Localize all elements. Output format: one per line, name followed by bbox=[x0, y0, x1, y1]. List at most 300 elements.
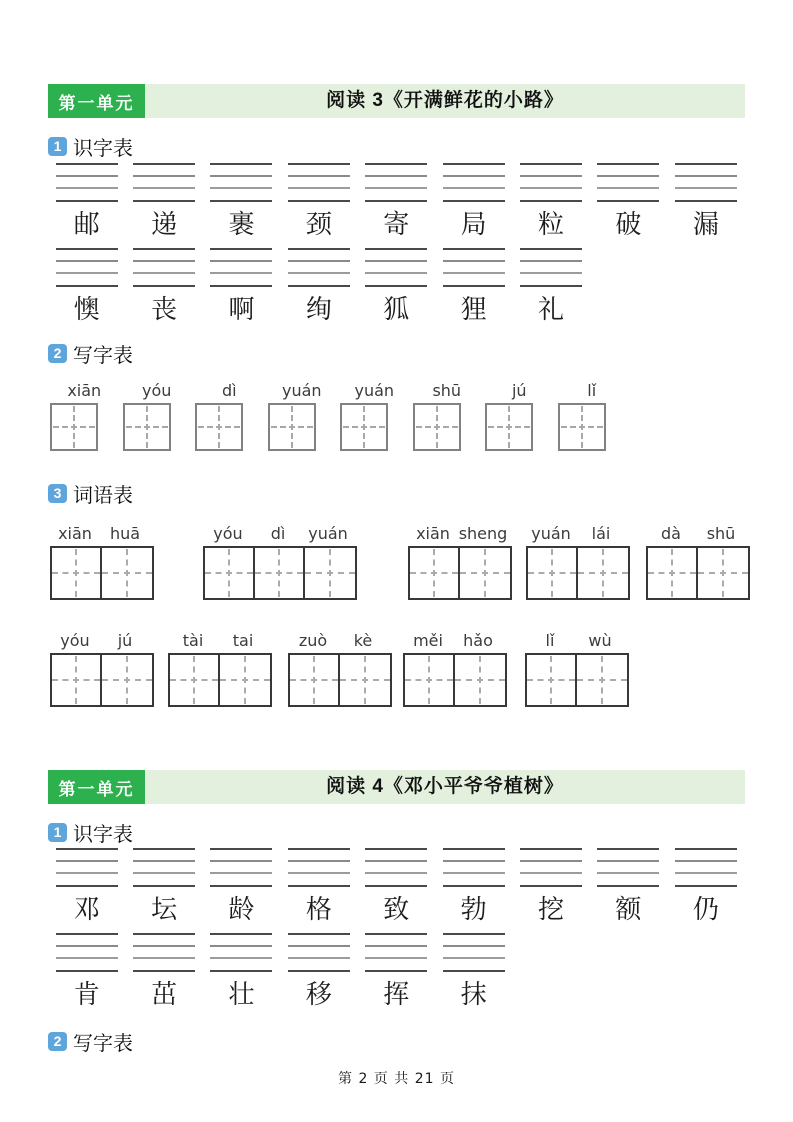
word-cells bbox=[526, 546, 630, 600]
recognition-char: 仍 bbox=[692, 895, 719, 925]
recognition-column bbox=[203, 163, 280, 244]
grid-line bbox=[133, 872, 195, 874]
recognition-column bbox=[48, 848, 125, 929]
lesson-title: 阅读 4《邓小平爷爷植树》 bbox=[326, 776, 564, 797]
grid-line bbox=[133, 260, 195, 262]
grid-line bbox=[288, 248, 350, 250]
grid-line bbox=[520, 872, 582, 874]
pinyin-four-line-grid bbox=[365, 248, 427, 287]
word-cells bbox=[50, 653, 154, 707]
word-cell bbox=[170, 655, 220, 705]
writing-column bbox=[266, 381, 339, 451]
word-cells bbox=[408, 546, 512, 600]
pinyin-label: yóu bbox=[213, 524, 243, 543]
recognition-char: 挖 bbox=[538, 895, 565, 925]
grid-line bbox=[597, 200, 659, 202]
pinyin-label: dì bbox=[270, 524, 286, 543]
grid-line bbox=[443, 260, 505, 262]
recognition-column bbox=[48, 248, 125, 329]
grid-line bbox=[56, 260, 118, 262]
word-cell bbox=[205, 548, 255, 598]
grid-line bbox=[365, 957, 427, 959]
grid-line bbox=[56, 163, 118, 165]
grid-line bbox=[133, 285, 195, 287]
pinyin-four-line-grid bbox=[520, 848, 582, 887]
grid-line bbox=[365, 860, 427, 862]
writing-column bbox=[338, 381, 411, 451]
grid-line bbox=[210, 200, 272, 202]
word-cell bbox=[410, 548, 460, 598]
word-cell bbox=[527, 655, 577, 705]
pinyin-label: lái bbox=[591, 524, 611, 543]
recognition-char: 勃 bbox=[460, 895, 487, 925]
pinyin-four-line-grid bbox=[133, 933, 195, 972]
grid-line bbox=[133, 248, 195, 250]
pinyin-four-line-grid bbox=[56, 933, 118, 972]
word-table-heading bbox=[48, 479, 745, 507]
grid-line bbox=[675, 848, 737, 850]
grid-line bbox=[210, 957, 272, 959]
pinyin-four-line-grid bbox=[210, 933, 272, 972]
grid-line bbox=[288, 175, 350, 177]
grid-line bbox=[56, 248, 118, 250]
recognition-column bbox=[512, 848, 589, 929]
grid-line bbox=[443, 957, 505, 959]
word-cell bbox=[405, 655, 455, 705]
grid-line bbox=[365, 163, 427, 165]
pinyin-four-line-grid bbox=[443, 248, 505, 287]
section-number-badge: 2 bbox=[48, 1032, 67, 1051]
grid-line bbox=[597, 872, 659, 874]
grid-line bbox=[210, 848, 272, 850]
word-cells bbox=[288, 653, 392, 707]
recognition-char: 移 bbox=[305, 980, 332, 1010]
grid-line bbox=[56, 175, 118, 177]
recognition-column bbox=[125, 933, 202, 1014]
recognition-column bbox=[203, 248, 280, 329]
word-pinyin-row bbox=[525, 631, 629, 653]
recognition-column bbox=[125, 848, 202, 929]
pinyin-label: kè bbox=[353, 631, 373, 650]
recognition-row bbox=[48, 248, 745, 329]
pinyin-label: tài bbox=[182, 631, 204, 650]
word-cell bbox=[255, 548, 305, 598]
grid-line bbox=[597, 848, 659, 850]
grid-line bbox=[210, 945, 272, 947]
word-cell bbox=[220, 655, 270, 705]
writing-column bbox=[193, 381, 266, 451]
grid-line bbox=[133, 885, 195, 887]
grid-line bbox=[133, 163, 195, 165]
grid-line bbox=[443, 285, 505, 287]
grid-line bbox=[133, 933, 195, 935]
grid-line bbox=[288, 848, 350, 850]
word-groups-row bbox=[48, 631, 745, 709]
grid-line bbox=[597, 175, 659, 177]
pinyin-four-line-grid bbox=[365, 163, 427, 202]
word-group bbox=[168, 631, 272, 707]
writing-table-heading bbox=[48, 339, 745, 367]
word-cell bbox=[528, 548, 578, 598]
grid-line bbox=[443, 848, 505, 850]
grid-line bbox=[288, 933, 350, 935]
recognition-column bbox=[125, 163, 202, 244]
pinyin-label: tai bbox=[232, 631, 254, 650]
grid-line bbox=[443, 187, 505, 189]
word-cell bbox=[578, 548, 628, 598]
recognition-column bbox=[435, 248, 512, 329]
pinyin-four-line-grid bbox=[133, 163, 195, 202]
recognition-rows bbox=[48, 163, 745, 329]
grid-line bbox=[288, 970, 350, 972]
word-group bbox=[50, 631, 154, 707]
grid-line bbox=[520, 848, 582, 850]
pinyin-label: xiān bbox=[67, 381, 102, 400]
grid-line bbox=[520, 885, 582, 887]
word-cell bbox=[305, 548, 355, 598]
grid-line bbox=[133, 175, 195, 177]
pinyin-four-line-grid bbox=[597, 848, 659, 887]
grid-line bbox=[443, 175, 505, 177]
worksheet-content bbox=[48, 84, 745, 1055]
grid-line bbox=[288, 957, 350, 959]
grid-line bbox=[56, 970, 118, 972]
pinyin-four-line-grid bbox=[365, 933, 427, 972]
pinyin-label: zuò bbox=[298, 631, 328, 650]
word-group bbox=[526, 524, 630, 600]
grid-line bbox=[365, 187, 427, 189]
grid-line bbox=[288, 200, 350, 202]
grid-line bbox=[365, 272, 427, 274]
grid-line bbox=[443, 248, 505, 250]
lesson-title: 阅读 3《开满鲜花的小路》 bbox=[326, 90, 564, 111]
grid-line bbox=[288, 285, 350, 287]
pinyin-four-line-grid bbox=[210, 848, 272, 887]
grid-line bbox=[210, 163, 272, 165]
recognition-char: 裹 bbox=[228, 210, 255, 240]
recognition-char: 茁 bbox=[151, 980, 178, 1010]
section-label: 写字表 bbox=[73, 1030, 133, 1055]
pinyin-four-line-grid bbox=[365, 848, 427, 887]
grid-line bbox=[210, 872, 272, 874]
word-pinyin-row bbox=[646, 524, 750, 546]
word-group bbox=[646, 524, 750, 600]
pinyin-label: jú bbox=[117, 631, 133, 650]
grid-line bbox=[443, 970, 505, 972]
recognition-char: 邮 bbox=[73, 210, 100, 240]
pinyin-four-line-grid bbox=[675, 848, 737, 887]
grid-line bbox=[443, 272, 505, 274]
pinyin-four-line-grid bbox=[675, 163, 737, 202]
pinyin-four-line-grid bbox=[288, 933, 350, 972]
recognition-column bbox=[203, 933, 280, 1014]
recognition-char: 递 bbox=[151, 210, 178, 240]
unit-header-bar bbox=[48, 770, 745, 804]
grid-line bbox=[675, 187, 737, 189]
grid-line bbox=[365, 933, 427, 935]
pinyin-four-line-grid bbox=[443, 848, 505, 887]
pinyin-four-line-grid bbox=[210, 248, 272, 287]
grid-line bbox=[133, 860, 195, 862]
grid-line bbox=[56, 885, 118, 887]
grid-line bbox=[365, 885, 427, 887]
grid-line bbox=[133, 957, 195, 959]
recognition-column bbox=[48, 933, 125, 1014]
recognition-column bbox=[358, 848, 435, 929]
recognition-char: 漏 bbox=[692, 210, 719, 240]
recognition-table-heading bbox=[48, 818, 745, 846]
pinyin-label: yóu bbox=[142, 381, 172, 400]
pinyin-label: jú bbox=[511, 381, 527, 400]
grid-line bbox=[443, 200, 505, 202]
pinyin-four-line-grid bbox=[288, 163, 350, 202]
tianzige-box bbox=[50, 403, 98, 451]
recognition-column bbox=[280, 248, 357, 329]
recognition-char: 绚 bbox=[305, 295, 332, 325]
grid-line bbox=[675, 163, 737, 165]
tianzige-box bbox=[340, 403, 388, 451]
pinyin-label: měi bbox=[413, 631, 443, 650]
recognition-char: 龄 bbox=[228, 895, 255, 925]
writing-column bbox=[556, 381, 629, 451]
recognition-char: 礼 bbox=[538, 295, 565, 325]
word-group bbox=[288, 631, 392, 707]
recognition-char: 狐 bbox=[383, 295, 410, 325]
grid-line bbox=[597, 163, 659, 165]
writing-column bbox=[483, 381, 556, 451]
recognition-char: 坛 bbox=[151, 895, 178, 925]
grid-line bbox=[133, 848, 195, 850]
recognition-column bbox=[358, 933, 435, 1014]
grid-line bbox=[56, 200, 118, 202]
recognition-char: 挥 bbox=[383, 980, 410, 1010]
grid-line bbox=[597, 187, 659, 189]
pinyin-four-line-grid bbox=[133, 848, 195, 887]
recognition-char: 格 bbox=[305, 895, 332, 925]
writing-column bbox=[411, 381, 484, 451]
pinyin-label: huā bbox=[109, 524, 141, 543]
grid-line bbox=[133, 970, 195, 972]
grid-line bbox=[520, 272, 582, 274]
recognition-char: 抹 bbox=[460, 980, 487, 1010]
word-cells bbox=[203, 546, 357, 600]
grid-line bbox=[288, 872, 350, 874]
grid-line bbox=[133, 272, 195, 274]
grid-line bbox=[210, 187, 272, 189]
word-cells bbox=[403, 653, 507, 707]
pinyin-four-line-grid bbox=[288, 248, 350, 287]
grid-line bbox=[520, 163, 582, 165]
word-pinyin-row bbox=[50, 524, 154, 546]
grid-line bbox=[365, 260, 427, 262]
grid-line bbox=[520, 187, 582, 189]
pinyin-label: sheng bbox=[458, 524, 508, 543]
recognition-row bbox=[48, 163, 745, 244]
grid-line bbox=[365, 970, 427, 972]
grid-line bbox=[520, 860, 582, 862]
grid-line bbox=[210, 175, 272, 177]
section-label: 识字表 bbox=[73, 821, 133, 846]
recognition-column bbox=[358, 248, 435, 329]
grid-line bbox=[597, 885, 659, 887]
recognition-column bbox=[667, 848, 744, 929]
grid-line bbox=[443, 885, 505, 887]
section-label: 词语表 bbox=[73, 482, 133, 507]
recognition-char: 颈 bbox=[305, 210, 332, 240]
pinyin-four-line-grid bbox=[443, 933, 505, 972]
grid-line bbox=[210, 248, 272, 250]
grid-line bbox=[56, 187, 118, 189]
recognition-char: 壮 bbox=[228, 980, 255, 1010]
pinyin-label: lǐ bbox=[587, 381, 597, 400]
recognition-char: 局 bbox=[460, 210, 487, 240]
grid-line bbox=[675, 200, 737, 202]
grid-line bbox=[365, 285, 427, 287]
recognition-char: 致 bbox=[383, 895, 410, 925]
grid-line bbox=[56, 872, 118, 874]
grid-line bbox=[443, 933, 505, 935]
word-pinyin-row bbox=[526, 524, 630, 546]
grid-line bbox=[56, 957, 118, 959]
word-cell bbox=[102, 655, 152, 705]
pinyin-four-line-grid bbox=[520, 248, 582, 287]
pinyin-label: lǐ bbox=[545, 631, 555, 650]
grid-line bbox=[288, 260, 350, 262]
recognition-column bbox=[512, 163, 589, 244]
grid-line bbox=[288, 860, 350, 862]
grid-line bbox=[675, 860, 737, 862]
grid-line bbox=[210, 970, 272, 972]
grid-line bbox=[288, 187, 350, 189]
recognition-char: 额 bbox=[615, 895, 642, 925]
writing-boxes-row bbox=[48, 381, 745, 451]
writing-column bbox=[121, 381, 194, 451]
grid-line bbox=[56, 285, 118, 287]
word-cell bbox=[460, 548, 510, 598]
word-cell bbox=[102, 548, 152, 598]
pinyin-four-line-grid bbox=[288, 848, 350, 887]
pinyin-label: shū bbox=[706, 524, 736, 543]
grid-line bbox=[365, 945, 427, 947]
grid-line bbox=[365, 872, 427, 874]
pinyin-label: xiān bbox=[416, 524, 450, 543]
word-cell bbox=[340, 655, 390, 705]
word-pinyin-row bbox=[168, 631, 272, 653]
pinyin-label: yóu bbox=[60, 631, 90, 650]
recognition-char: 丧 bbox=[151, 295, 178, 325]
grid-line bbox=[210, 260, 272, 262]
pinyin-four-line-grid bbox=[133, 248, 195, 287]
grid-line bbox=[56, 860, 118, 862]
grid-line bbox=[520, 248, 582, 250]
word-cell bbox=[290, 655, 340, 705]
pinyin-four-line-grid bbox=[56, 163, 118, 202]
unit-header-bar bbox=[48, 84, 745, 118]
grid-line bbox=[133, 187, 195, 189]
section-number-badge: 1 bbox=[48, 823, 67, 842]
word-cell bbox=[648, 548, 698, 598]
recognition-char: 懊 bbox=[73, 295, 100, 325]
grid-line bbox=[365, 848, 427, 850]
word-pinyin-row bbox=[50, 631, 154, 653]
pinyin-label: yuán bbox=[308, 524, 348, 543]
grid-line bbox=[597, 860, 659, 862]
section-label: 识字表 bbox=[73, 135, 133, 160]
pinyin-label: wù bbox=[588, 631, 612, 650]
word-pinyin-row bbox=[203, 524, 357, 546]
recognition-char: 寄 bbox=[383, 210, 410, 240]
pinyin-label: hǎo bbox=[463, 631, 493, 650]
tianzige-box bbox=[558, 403, 606, 451]
recognition-column bbox=[590, 163, 667, 244]
grid-line bbox=[210, 860, 272, 862]
word-pinyin-row bbox=[288, 631, 392, 653]
grid-line bbox=[288, 885, 350, 887]
word-pinyin-row bbox=[408, 524, 512, 546]
grid-line bbox=[210, 285, 272, 287]
recognition-column bbox=[667, 163, 744, 244]
section-number-badge: 1 bbox=[48, 137, 67, 156]
word-cell bbox=[577, 655, 627, 705]
pinyin-four-line-grid bbox=[597, 163, 659, 202]
recognition-char: 邓 bbox=[73, 895, 100, 925]
grid-line bbox=[365, 200, 427, 202]
recognition-column bbox=[435, 163, 512, 244]
tianzige-box bbox=[268, 403, 316, 451]
recognition-char: 破 bbox=[615, 210, 642, 240]
grid-line bbox=[443, 860, 505, 862]
grid-line bbox=[365, 248, 427, 250]
page-footer: 第 2 页 共 21 页 bbox=[338, 1071, 455, 1087]
word-cell bbox=[455, 655, 505, 705]
grid-line bbox=[56, 272, 118, 274]
recognition-column bbox=[435, 933, 512, 1014]
recognition-char: 粒 bbox=[538, 210, 565, 240]
recognition-column bbox=[280, 933, 357, 1014]
recognition-char: 肯 bbox=[73, 980, 100, 1010]
grid-line bbox=[210, 272, 272, 274]
grid-line bbox=[133, 945, 195, 947]
pinyin-label: xiān bbox=[58, 524, 92, 543]
grid-line bbox=[210, 885, 272, 887]
word-groups-row bbox=[48, 524, 745, 602]
section-label: 写字表 bbox=[73, 342, 133, 367]
pinyin-four-line-grid bbox=[210, 163, 272, 202]
recognition-column bbox=[435, 848, 512, 929]
grid-line bbox=[675, 885, 737, 887]
pinyin-label: dà bbox=[661, 524, 681, 543]
recognition-column bbox=[280, 163, 357, 244]
recognition-column bbox=[203, 848, 280, 929]
unit-badge: 第一单元 bbox=[48, 84, 145, 118]
tianzige-box bbox=[413, 403, 461, 451]
grid-line bbox=[56, 945, 118, 947]
grid-line bbox=[210, 933, 272, 935]
grid-line bbox=[520, 200, 582, 202]
recognition-table-heading bbox=[48, 132, 745, 160]
pinyin-four-line-grid bbox=[520, 163, 582, 202]
pinyin-label: yuán bbox=[354, 381, 395, 400]
grid-line bbox=[365, 175, 427, 177]
grid-line bbox=[520, 175, 582, 177]
tianzige-box bbox=[195, 403, 243, 451]
recognition-char: 狸 bbox=[460, 295, 487, 325]
unit-badge: 第一单元 bbox=[48, 770, 145, 804]
recognition-row bbox=[48, 848, 745, 929]
pinyin-label: yuán bbox=[531, 524, 571, 543]
recognition-column bbox=[590, 848, 667, 929]
word-group bbox=[403, 631, 507, 707]
